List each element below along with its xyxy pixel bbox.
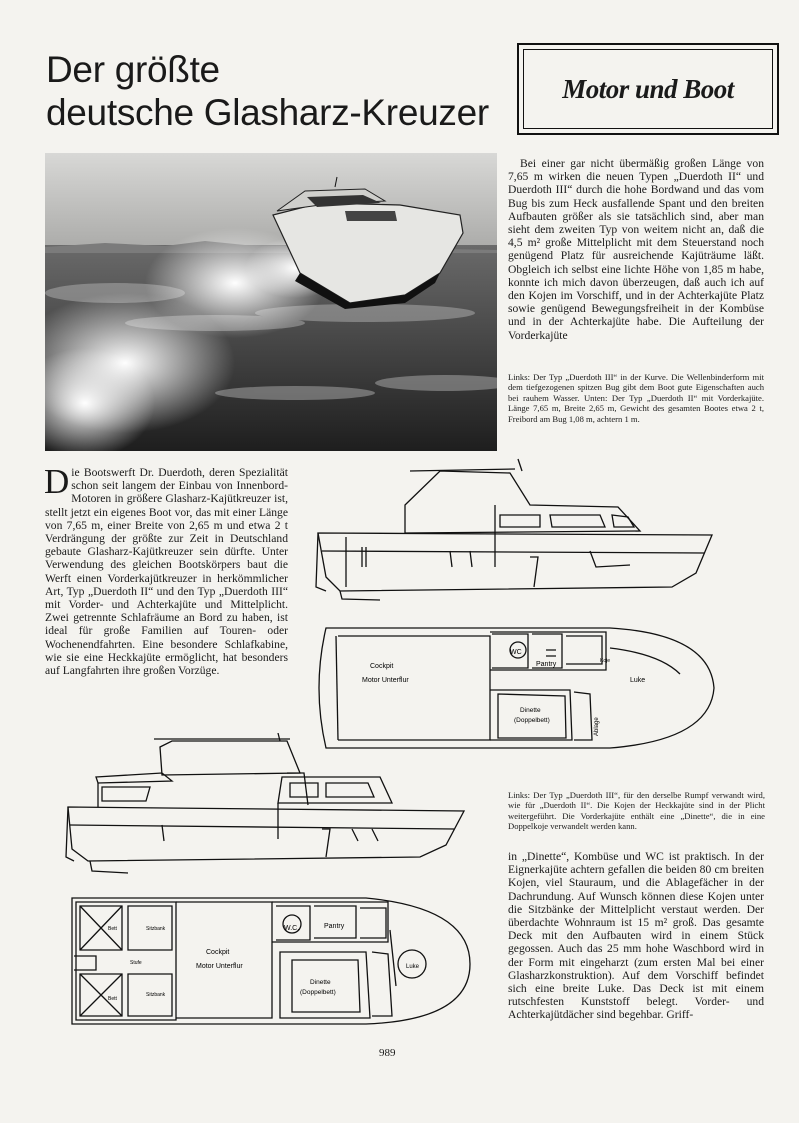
plan2-cockpit-label: Cockpit [206, 949, 230, 956]
plan2-bett-label-2: Bett [108, 996, 117, 1002]
left-column-text: ie Bootswerft Dr. Duerdoth, deren Spezialität schon seit langem der Einbau von Innenbord-Motoren in größere Glasharz-Kajütkreuzer ist, stellt jetzt ein eigenes Boot vor, das mit einer Länge von 7,65 m, einer Breite von 2,65 m und etwa 2 t Verdrängung der größte zur Zeit in Deutschland gebaute Glasharz-Kajütkreuzer sein dürfte. Unter Verwendung des gleichen Bootskörpers baut die Werft einen Vorderkajütkreuzer in herkömmlicher Art, Typ „Duerdoth II“ und den Typ „Duerdoth III“ mit Vorder- und Achterkajüte und Mittelplicht. Zwei getrennte Schlafräume an Bord zu haben, ist ideal für große Familien auf Touren- oder Wochenendfahrten. Eine besondere Schlafkabine, wie sie eine Heckkajüte ermöglicht, hat besonders auf Langfahrten ihre großen Vorzüge. [45, 466, 288, 678]
side-view-duerdoth-iii [42, 733, 472, 881]
magazine-masthead [517, 43, 779, 135]
plan2-doppelbett-label: (Doppelbett) [300, 989, 336, 996]
caption-top-text: Links: Der Typ „Duerdoth III“ in der Kurve. Die Wellenbinderform mit dem tiefgezogenen spitzen Bug gibt dem Boot gute Eigenschaften auch bei rauhem Wasser. Unten: Der Typ „Duerdoth II“ mit Vorderkajüte. Länge 7,65 m, Breite 2,65 m, Gewicht des gesamten Bootes etwa 2 t, Freibord am Bug 1,08 m, achtern 1 m. [508, 372, 764, 424]
plan2-pantry-label: Pantry [324, 923, 345, 930]
headline-line-1: Der größte [46, 49, 220, 90]
plan1-doppelbett-label: (Doppelbett) [514, 717, 550, 724]
caption-mid-text: Links: Der Typ „Duerdoth III“, für den derselbe Rumpf verwandt wird, wie für „Duerdoth II“. Die Kojen der Heckkajüte sind in der Plicht weitergeführt. Die Vorderkajüte enthält eine „Dinette“, die in eine Doppelkoje verwandelt werden kann. [508, 790, 765, 832]
plan1-wc-label: WC [510, 649, 522, 656]
masthead-frame [523, 49, 773, 129]
caption-top [508, 372, 764, 424]
plan1-motor-label: Motor Unterflur [362, 677, 409, 684]
plan1-ablage-label: Ablage [594, 717, 600, 736]
caption-mid [508, 790, 765, 832]
headline [46, 48, 506, 134]
bottom-right-text: in „Dinette“, Kombüse und WC ist praktisch. In der Eignerkajüte achtern gefallen die beiden 80 cm breiten Kojen, viel Stauraum, und die Ablagefächer in der Dachrundung. Auf Wunsch können diese Kojen unter die Sitzbänke der Mittelplicht verstaut werden. Der überdachte Wohnraum ist 15 m² groß. Das gesamte Deck mit den Aufbauten wird in einem Stück gegossen. Auch das 25 mm hohe Waschbord wird in der Form mit eingeharzt (zum ersten Mal bei einer Glasharzkonstruktion). Auf dem Vorschiff befindet sich eine breite Luke. Das Deck ist mit einem rutschfesten Kunststoff belegt. Vorder- und Achterkajütdächer sind begehbar. Griff- [508, 850, 764, 1022]
drop-cap: D [44, 462, 70, 501]
masthead-title: Motor und Boot [562, 73, 734, 104]
plan2-luke-label: Luke [406, 964, 420, 970]
plan2-bett-label-1: Bett [108, 926, 117, 932]
intro-paragraph [508, 157, 764, 342]
plan2-wc-label: W.C. [284, 925, 300, 932]
plan1-pantry-label: Pantry [536, 661, 557, 668]
deck-plan-duerdoth-iii [66, 890, 474, 1032]
intro-text: Bei einer gar nicht übermäßig großen Länge von 7,65 m wirken die neuen Typen „Duerdoth II“ und Duerdoth III“ durch die hohe Bordwand und das vom Bug bis zum Heck ausfallende Spant und den breiten Aufbauten größer als sie tatsächlich sind, aber man sieht dem zweiten Typ von weitem nicht an, daß die 4,5 m² große Mittelplicht mit dem Steuerstand noch genügend Platz für ausreichende Kajüträume läßt. Obgleich ich selbst eine lichte Höhe von 1,85 m habe, konnte ich mich davon überzeugen, daß auch ich auf den Kojen im Vorschiff, und in der Achterkajüte Platz sowie genügend Bewegungsfreiheit in der Kombüse und in der Achterkajüte habe. Die Aufteilung der Vorderkajüte [508, 157, 764, 342]
plan1-koje-label: Koje [600, 658, 611, 664]
plan2-sitzbank-label-1: Sitzbank [146, 926, 166, 932]
side-view-duerdoth-ii [300, 455, 725, 603]
bottom-right-column [508, 850, 764, 1022]
plan1-dinette-label: Dinette [520, 707, 541, 714]
boat-photo [45, 153, 497, 451]
boat-photo-illustration [45, 153, 497, 451]
plan2-sitzbank-label-2: Sitzbank [146, 992, 166, 998]
plan2-motor-label: Motor Unterflur [196, 963, 243, 970]
headline-line-2: deutsche Glasharz-Kreuzer [46, 92, 489, 133]
left-column [44, 462, 288, 678]
plan1-luke-label: Luke [630, 677, 646, 684]
plan2-dinette-label: Dinette [310, 979, 331, 986]
plan1-cockpit-label: Cockpit [370, 663, 394, 670]
plan2-stufe-label: Stufe [130, 960, 142, 966]
page-number: 989 [379, 1047, 396, 1059]
